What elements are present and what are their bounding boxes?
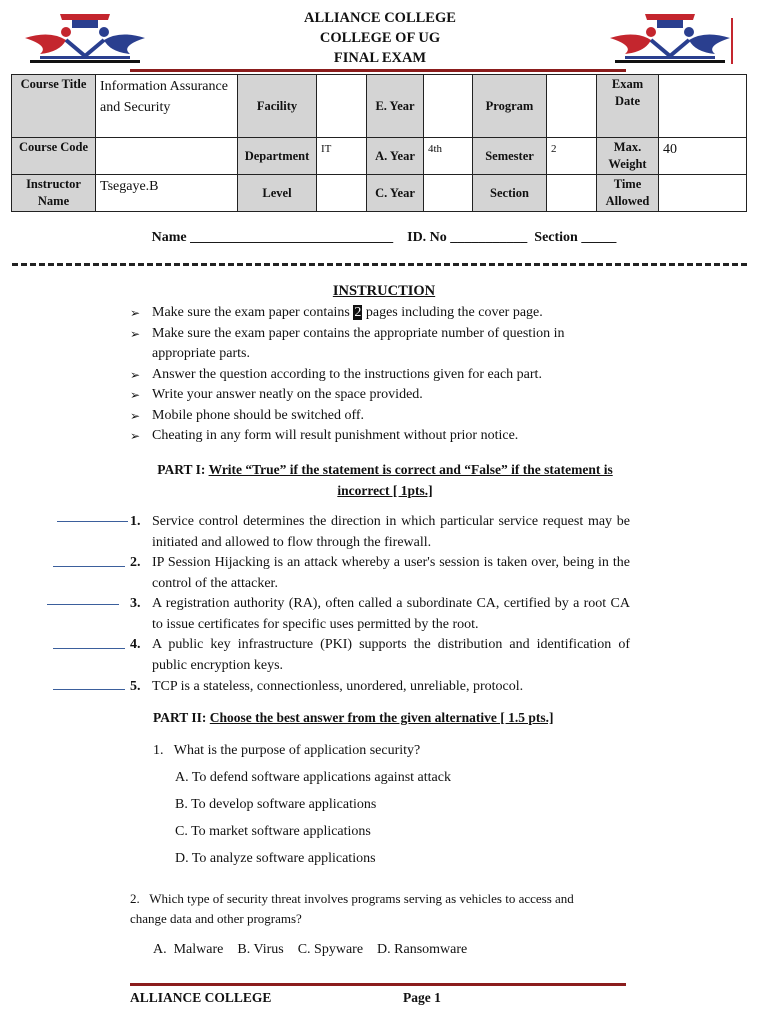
time-allowed-value[interactable] — [659, 175, 747, 212]
answer-blank-1[interactable] — [57, 521, 128, 522]
exam-header — [230, 8, 530, 68]
mc-question-1: 1. What is the purpose of application security? — [153, 743, 421, 758]
mc-option-a[interactable]: A. To defend software applications against attack — [175, 770, 451, 785]
mc-option-b[interactable]: B. To develop software applications — [175, 797, 377, 812]
college-logo-right — [605, 8, 735, 66]
program-label: Program — [473, 75, 547, 138]
footer-divider — [130, 983, 626, 986]
tf-question-2: 2. IP Session Hijacking is an attack whereby a user's session is taken over, being in the control of the attacker. — [130, 555, 630, 591]
instruction-item: ➢ Answer the question according to the instructions given for each part. — [130, 365, 630, 386]
tf-question-1: 1. Service control determines the direction in which particular service request may be initiated and allowed to flow through the firewall. — [130, 514, 630, 550]
max-weight-label: Max. Weight — [597, 138, 659, 175]
time-allowed-label: Time Allowed — [597, 175, 659, 212]
arrow-bullet-icon: ➢ — [130, 429, 141, 443]
mc-question-2-options[interactable]: A. Malware B. Virus C. Spyware D. Ransomware — [153, 942, 468, 957]
course-title-value: Information Assurance and Security — [96, 75, 238, 138]
part2-title: Choose the best answer from the given alternative [ 1.5 pts.] — [209, 710, 554, 725]
dashed-divider — [12, 263, 747, 266]
answer-blank-3[interactable] — [47, 604, 119, 605]
a-year-label: A. Year — [367, 138, 424, 175]
header-college: ALLIANCE COLLEGE — [304, 10, 456, 26]
instructor-label: Instructor Name — [12, 175, 96, 212]
arrow-bullet-icon: ➢ — [130, 408, 141, 423]
instruction-item: ➢ Make sure the exam paper contains the appropriate number of question in appropriate parts. — [130, 325, 565, 361]
instruction-item: ➢ Make sure the exam paper contains 2 pages including the cover page. — [130, 303, 630, 324]
mc-question-2-cont: change data and other programs? — [130, 911, 302, 926]
department-value: IT — [317, 138, 367, 175]
exam-date-value[interactable] — [659, 75, 747, 138]
e-year-label: E. Year — [367, 75, 424, 138]
answer-blank-2[interactable] — [53, 566, 125, 567]
department-label: Department — [238, 138, 317, 175]
instructor-value: Tsegaye.B — [96, 175, 238, 212]
mc-option-c[interactable]: C. To market software applications — [175, 824, 371, 839]
max-weight-value: 40 — [659, 138, 747, 175]
section-value[interactable] — [547, 175, 597, 212]
header-final-exam: FINAL EXAM — [333, 50, 427, 66]
part1-title: Write “True” if the statement is correct and “False” if the statement is incorrect [ 1pts.] — [208, 462, 613, 498]
c-year-value[interactable] — [424, 175, 473, 212]
instruction-title: INSTRUCTION — [332, 283, 436, 299]
tf-question-4: 4. A public key infrastructure (PKI) supports the distribution and identification of public encryption keys. — [130, 637, 630, 673]
instruction-item: ➢ Mobile phone should be switched off. — [130, 406, 630, 427]
tf-question-3: 3. A registration authority (RA), often called a subordinate CA, certified by a root CA to issue certificates for specific uses permitted by the root. — [130, 596, 630, 632]
mc-option-d[interactable]: D. To analyze software applications — [175, 851, 376, 866]
section-label: Section — [473, 175, 547, 212]
program-value[interactable] — [547, 75, 597, 138]
page-count-highlight: 2 — [354, 305, 362, 320]
header-divider — [130, 69, 626, 72]
header-college-of-ug: COLLEGE OF UG — [319, 30, 441, 46]
arrow-bullet-icon: ➢ — [130, 388, 141, 402]
course-title-label: Course Title — [12, 75, 96, 138]
college-logo-left — [20, 8, 150, 66]
level-label: Level — [238, 175, 317, 212]
tf-question-5: 5. TCP is a stateless, connectionless, unordered, unreliable, protocol. — [130, 679, 524, 694]
course-code-value[interactable] — [96, 138, 238, 175]
course-info-table — [11, 74, 747, 212]
instruction-item: ➢ Write your answer neatly on the space provided. — [130, 385, 630, 406]
exam-date-label: Exam Date — [597, 75, 659, 138]
a-year-value: 4th — [424, 138, 473, 175]
answer-blank-4[interactable] — [53, 648, 125, 649]
instruction-list — [130, 303, 630, 447]
arrow-bullet-icon: ➢ — [130, 326, 141, 341]
mc-question-2: 2. Which type of security threat involves programs serving as vehicles to access and — [130, 891, 574, 906]
part2-heading: PART II: Choose the best answer from the given alternative [ 1.5 pts.] — [153, 710, 554, 725]
c-year-label: C. Year — [367, 175, 424, 212]
e-year-value[interactable] — [424, 75, 473, 138]
student-name-id-section[interactable]: Name _____________________________ ID. No ___________ Section _____ — [151, 230, 617, 245]
semester-value: 2 — [547, 138, 597, 175]
semester-label: Semester — [473, 138, 547, 175]
arrow-bullet-icon: ➢ — [130, 367, 141, 382]
instruction-item: ➢ Cheating in any form will result punishment without prior notice. — [130, 426, 630, 447]
arrow-bullet-icon: ➢ — [130, 306, 141, 320]
facility-label: Facility — [238, 75, 317, 138]
level-value[interactable] — [317, 175, 367, 212]
facility-value[interactable] — [317, 75, 367, 138]
part1-heading: PART I: Write “True” if the statement is correct and “False” if the statement is incorrect [ 1pts.] — [157, 462, 613, 498]
answer-blank-5[interactable] — [53, 689, 125, 690]
footer-college: ALLIANCE COLLEGE — [130, 990, 272, 1005]
footer-page-number: Page 1 — [403, 990, 441, 1005]
course-code-label: Course Code — [12, 138, 96, 175]
